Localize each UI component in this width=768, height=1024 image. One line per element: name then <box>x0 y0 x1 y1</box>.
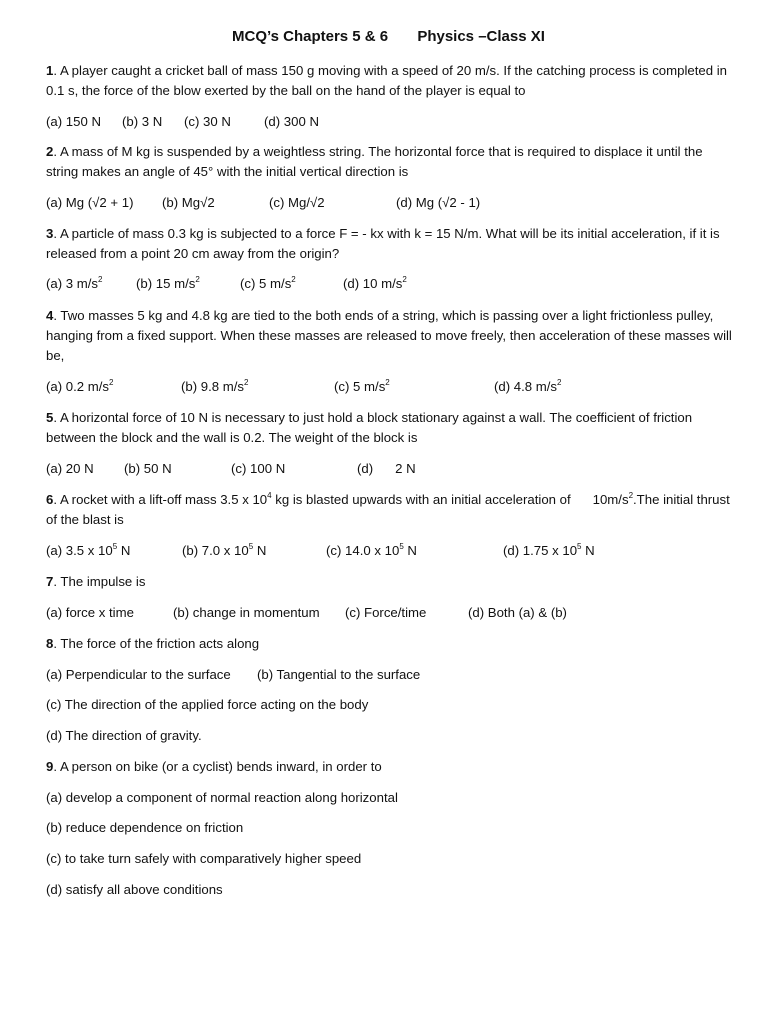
question-body: . A player caught a cricket ball of mass 150 g moving with a speed of 20 m/s. If the catching process is completed in 0.1 s, the force of the blow exerted by the ball on the hand of the player is equal to <box>46 63 727 98</box>
question-1-options <box>46 112 736 132</box>
question-6-text: 6. A rocket with a lift-off mass 3.5 x $10^4$ kg is blasted upwards with an initial acceleration of $10m/s^2.The$ initial thrust of the blast is <box>46 491 734 527</box>
question-body: . A particle of mass 0.3 kg is subjected to a force F = - kx with k = 15 N/m. What will be its initial acceleration, if it is released from a point 20 cm away from the origin? <box>46 226 720 261</box>
option-b: (b) reduce dependence on friction <box>46 820 244 835</box>
option-b: (b) Mg√2 <box>162 195 215 210</box>
option-c: (c) Mg/√2 <box>269 195 325 210</box>
question-4-options <box>46 377 736 397</box>
question-6-options <box>46 541 736 561</box>
option-d: (d) 300 N <box>264 114 319 129</box>
question-number: 3 <box>46 226 54 241</box>
question-body: . The force of the friction acts along <box>53 636 260 651</box>
question-1-text <box>46 61 736 101</box>
question-body: . The impulse is <box>53 574 146 589</box>
option-b: (b) 3 N <box>122 114 163 129</box>
question-number: 8 <box>46 636 54 651</box>
question-2-text <box>46 142 736 182</box>
page-title: MCQ’s Chapters 5 & 6 Physics –Class XI <box>232 28 545 45</box>
question-body: . A horizontal force of 10 N is necessary to just hold a block stationary against a wall. The coefficient of friction between the block and the wall is 0.2. The weight of the block is <box>46 410 693 445</box>
option-a: (a) develop a component of normal reaction along horizontal <box>46 790 398 805</box>
option-d: (d) Both (a) & (b) <box>468 605 567 620</box>
option-c: (c) 5 $m/s^2$ <box>334 378 390 394</box>
option-a: (a) 3.5 x $10^5$ N <box>46 542 131 558</box>
option-c: (c) The direction of the applied force acting on the body <box>46 697 369 712</box>
question-body: . A person on bike (or a cyclist) bends inward, in order to <box>53 759 382 774</box>
question-3-options <box>46 274 736 294</box>
question-number: 9 <box>46 759 54 774</box>
question-8-options-row <box>46 665 736 685</box>
option-a: (a) 20 N <box>46 461 94 476</box>
option-c: (c) 30 N <box>184 114 231 129</box>
option-b: (b) 50 N <box>124 461 172 476</box>
option-d: (d) 10 $m/s^2$ <box>343 275 407 291</box>
option-a: (a) force x time <box>46 605 134 620</box>
option-c: (c) 100 N <box>231 461 286 476</box>
question-2-options <box>46 193 736 213</box>
question-body: . Two masses 5 kg and 4.8 kg are tied to the both ends of a string, which is passing over a light frictionless pulley, hanging from a fixed support. When these masses are released to move freely, then acceleration of these masses will be, <box>46 308 732 363</box>
option-c: (c) 5 $m/s^2$ <box>240 275 296 291</box>
question-number: 1 <box>46 63 54 78</box>
question-number: 6 <box>46 492 54 507</box>
option-c: (c) Force/time <box>345 605 427 620</box>
question-5-text <box>46 408 736 448</box>
question-4-text <box>46 306 736 366</box>
option-d: (d) 4.8 $m/s^2$ <box>494 378 562 394</box>
option-a: (a) Mg (√2 + 1) <box>46 195 134 210</box>
question-8-text <box>46 634 736 654</box>
option-b: (b) 7.0 x $10^5$ N <box>182 542 267 558</box>
option-d: (d) 1.75 x $10^5$ N <box>503 542 595 558</box>
option-a: (a) 0.2 $m/s^2$ <box>46 378 114 394</box>
option-c: (c) 14.0 x $10^5$ N <box>326 542 417 558</box>
question-7-text <box>46 572 736 592</box>
question-number: 5 <box>46 410 54 425</box>
question-body: . A mass of M kg is suspended by a weightless string. The horizontal force that is required to displace it until the string makes an angle of 45° with the initial vertical direction is <box>46 144 703 179</box>
question-5-options <box>46 459 736 479</box>
option-d: (d) Mg (√2 - 1) <box>396 195 481 210</box>
option-a: (a) 3 $m/s^2$ <box>46 275 103 291</box>
question-9-text <box>46 757 736 777</box>
question-number: 4 <box>46 308 54 323</box>
option-d: (d) satisfy all above conditions <box>46 882 223 897</box>
question-number: 7 <box>46 574 54 589</box>
option-c: (c) to take turn safely with comparatively higher speed <box>46 851 362 866</box>
option-b: (b) Tangential to the surface <box>257 667 421 682</box>
question-number: 2 <box>46 144 54 159</box>
option-d: (d) The direction of gravity. <box>46 728 202 743</box>
question-7-options <box>46 603 736 623</box>
option-b: (b) 15 $m/s^2$ <box>136 275 200 291</box>
option-a: (a) 150 N <box>46 114 101 129</box>
option-a: (a) Perpendicular to the surface <box>46 667 231 682</box>
option-d: (d) 2 N <box>357 461 416 476</box>
question-3-text <box>46 224 736 264</box>
option-b: (b) 9.8 $m/s^2$ <box>181 378 249 394</box>
option-b: (b) change in momentum <box>173 605 320 620</box>
